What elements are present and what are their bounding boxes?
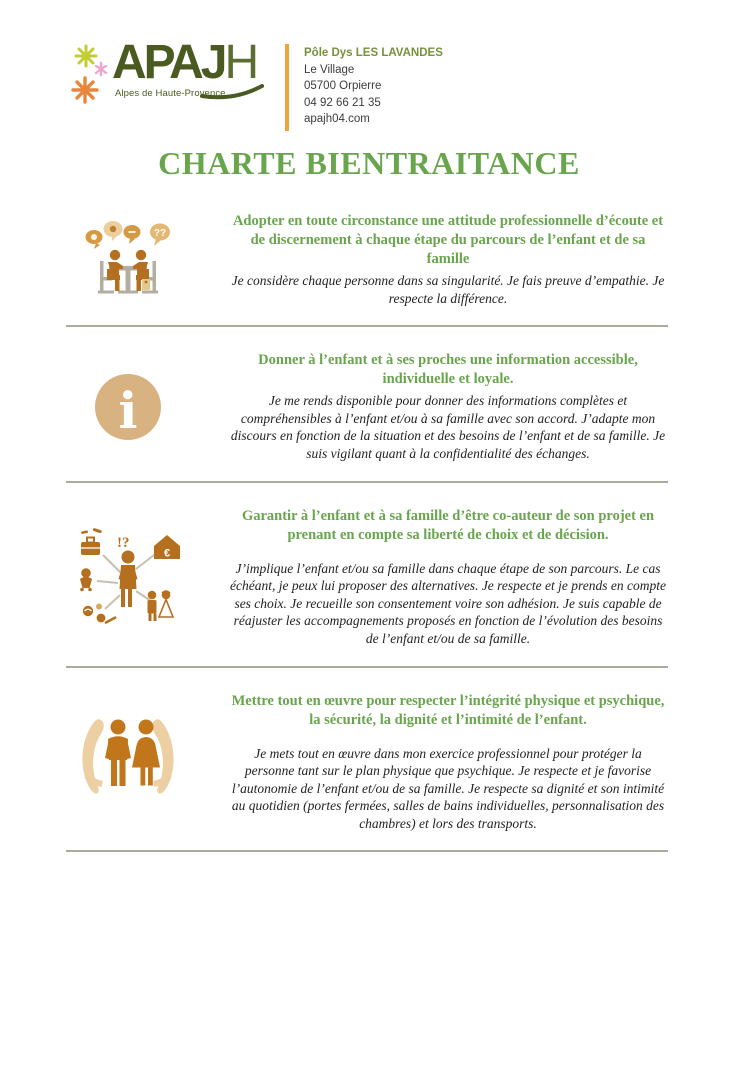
section-body: Je me rends disponible pour donner des informations complètes et compréhensibles à l’enfant et/ou à sa famille avec son accord. J’adapte mon discours en fonction de la situation et des besoins de l’enfant et de sa famille. Je suis vigilant quant à la confidentialité des échanges. <box>230 393 666 461</box>
choices-network-icon <box>75 521 181 633</box>
section-divider <box>66 481 668 483</box>
section-heading: Adopter en toute circonstance une attitude professionnelle d’écoute et de discernement à chaque étape du parcours de l’enfant et de sa famille <box>232 212 664 267</box>
letterhead <box>70 36 738 131</box>
section-coauteur <box>0 507 738 648</box>
info-icon <box>94 373 162 441</box>
section-heading: Donner à l’enfant et à ses proches une information accessible, individuelle et loyale. <box>258 352 638 388</box>
svg-text:??: ?? <box>153 227 167 239</box>
brand-wordmark <box>112 38 258 88</box>
document-page <box>0 36 738 1066</box>
section-body: J’implique l’enfant et/ou sa famille dans chaque étape de son parcours. Le cas échéant, je peux lui proposer des alternatives. Je respecte et je prends en compte ses choix. Je recueille son consentement voire son adhésion. Je suis capable de réajuster les accompagnements proposés en fonction de l’évolution des besoins de l’enfant et/ou de sa famille. <box>230 560 666 646</box>
page-title: CHARTE BIENTRAITANCE <box>158 144 580 181</box>
section-integrite <box>0 692 738 833</box>
section-ecoute <box>0 212 738 307</box>
section-information <box>0 351 738 462</box>
svg-text:!?: !? <box>117 535 130 552</box>
address-line1: Le Village <box>304 63 355 76</box>
section-heading: Mettre tout en œuvre pour respecter l’intégrité physique et psychique, la sécurité, la dignité et l’intimité de l’enfant. <box>231 692 665 728</box>
section-body: Je mets tout en œuvre dans mon exercice professionnel pour protéger la personne tant sur le plan physique que psychique. Je respecte et je favorise l’autonomie de l’enfant et/ou de sa famille. Je respecte sa dignité et son intimité au quotidien (portes fermées, salles de bains individuelles, personnalisation des chambres) et lors des transports. <box>231 745 665 831</box>
section-divider <box>66 850 668 852</box>
contact-block <box>285 44 443 131</box>
protective-hands-icon <box>75 714 181 810</box>
flower-logo-icon <box>70 44 110 112</box>
address-line2: 05700 Orpierre <box>304 80 382 93</box>
site-name: Pôle Dys LES LAVANDES <box>304 47 443 59</box>
section-body: Je considère chaque personne dans sa singularité. Je fais preuve d’empathie. Je respecte la différence. <box>231 272 665 306</box>
brand-main: APAJ <box>112 36 225 89</box>
brand-region: Alpes de Haute-Provence <box>115 88 226 99</box>
apajh-logo <box>70 36 270 124</box>
conversation-icon <box>82 219 174 301</box>
section-heading: Garantir à l’enfant et à sa famille d’être co-auteur de son projet en prenant en compte sa liberté de choix et de décision. <box>241 507 655 543</box>
brand-h: H <box>224 36 259 89</box>
svg-text:€: € <box>163 547 171 560</box>
section-divider <box>66 666 668 668</box>
website: apajh04.com <box>304 113 370 126</box>
phone-number: 04 92 66 21 35 <box>304 96 381 109</box>
svg-text:i: i <box>118 380 138 440</box>
section-divider <box>66 325 668 327</box>
